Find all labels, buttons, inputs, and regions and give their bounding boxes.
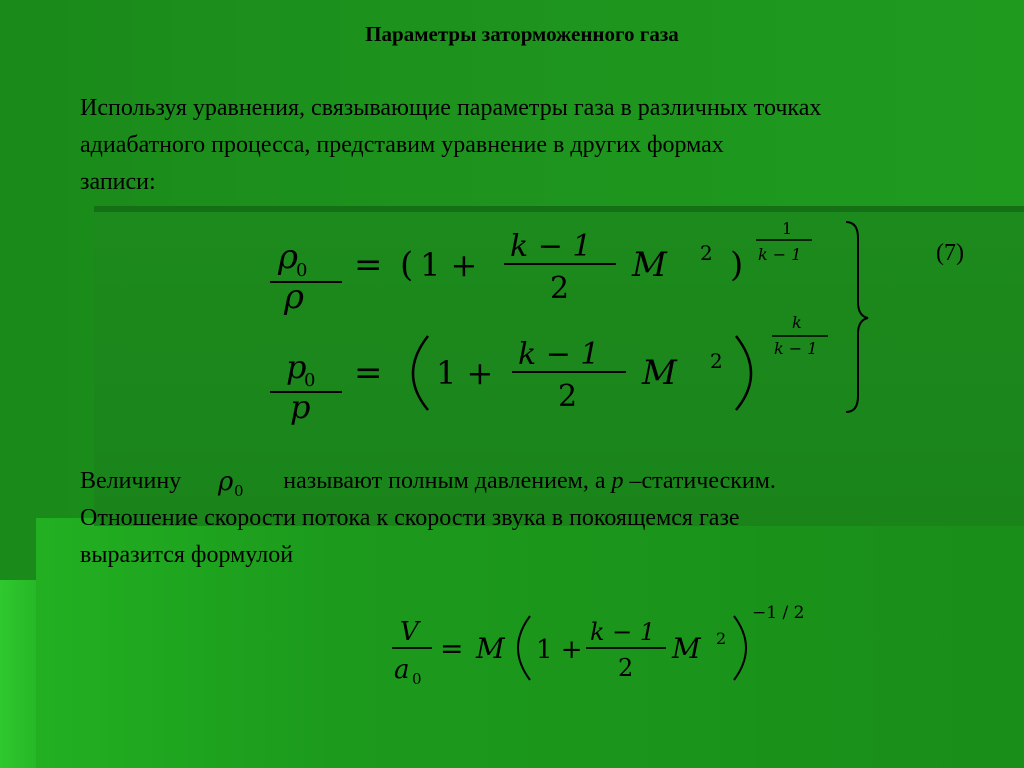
fraction-denominator: 2 bbox=[550, 271, 570, 306]
exponent-denominator: k − 1 bbox=[758, 245, 802, 264]
equation-system-7 bbox=[260, 218, 880, 426]
explanation-paragraph bbox=[80, 463, 980, 574]
open-paren-large bbox=[413, 336, 428, 410]
intro-line-2: адиабатного процесса, представим уравнение в других формах bbox=[80, 132, 724, 158]
fraction-numerator: k − 1 bbox=[510, 229, 592, 264]
right-brace bbox=[846, 222, 868, 412]
one-plus: 1 + bbox=[420, 246, 478, 284]
mach-symbol: M bbox=[642, 353, 677, 393]
close-paren-large bbox=[736, 336, 751, 410]
slide-title: Параметры заторможенного газа bbox=[365, 22, 679, 46]
text-after-p: –статическим. bbox=[623, 468, 776, 494]
mach-symbol: M bbox=[672, 632, 701, 665]
p-inline: p bbox=[611, 468, 624, 494]
squared: 2 bbox=[710, 349, 723, 373]
rho-symbol: ρ bbox=[218, 467, 234, 497]
one-plus: 1 + bbox=[536, 635, 583, 665]
equation-density-ratio bbox=[270, 219, 812, 317]
exponent-denominator: k − 1 bbox=[774, 339, 818, 358]
v-symbol: V bbox=[400, 617, 419, 647]
fraction-denominator: 2 bbox=[618, 654, 634, 682]
explanation-line-1 bbox=[80, 463, 980, 500]
intro-paragraph bbox=[80, 90, 980, 201]
subscript-zero: 0 bbox=[296, 260, 308, 281]
squared: 2 bbox=[716, 629, 727, 648]
subscript-zero: 0 bbox=[304, 370, 316, 391]
text-after-symbol: называют полным давлением, а bbox=[283, 468, 612, 494]
subscript-zero: 0 bbox=[234, 482, 244, 500]
exponent: −1 / 2 bbox=[752, 603, 805, 623]
equals-sign: = bbox=[354, 245, 383, 285]
equation-pressure-ratio bbox=[270, 313, 828, 426]
close-paren-large bbox=[734, 616, 746, 680]
p-symbol: p bbox=[290, 388, 311, 426]
equation-number: (7) bbox=[936, 240, 964, 266]
a-symbol: a bbox=[394, 655, 410, 685]
mach-symbol: M bbox=[476, 632, 505, 665]
intro-line-3: записи: bbox=[80, 169, 156, 195]
open-paren-large bbox=[518, 616, 530, 680]
fraction-denominator: 2 bbox=[558, 379, 578, 414]
mach-symbol: M bbox=[632, 245, 667, 285]
close-paren: ) bbox=[730, 245, 744, 285]
subscript-zero: 0 bbox=[412, 670, 422, 688]
explanation-line-2: Отношение скорости потока к скорости звука в покоящемся газе bbox=[80, 505, 740, 531]
fraction-numerator: k − 1 bbox=[590, 618, 656, 646]
rho-zero-inline bbox=[216, 466, 260, 500]
background-strip bbox=[0, 580, 36, 768]
exponent-numerator: k bbox=[792, 313, 802, 332]
one-plus: 1 + bbox=[436, 354, 494, 392]
text-before-symbol: Величину bbox=[80, 468, 182, 494]
rho-symbol: ρ bbox=[278, 237, 298, 277]
formula-velocity-ratio bbox=[390, 603, 810, 688]
equals-sign: = bbox=[440, 632, 464, 665]
intro-line-1: Используя уравнения, связывающие параметры газа в различных точках bbox=[80, 95, 822, 121]
equals-sign: = bbox=[354, 353, 383, 393]
fraction-numerator: k − 1 bbox=[518, 337, 600, 372]
rho-symbol: ρ bbox=[284, 277, 304, 317]
open-paren: ( bbox=[400, 245, 414, 285]
explanation-line-3: выразится формулой bbox=[80, 542, 294, 568]
squared: 2 bbox=[700, 241, 713, 265]
exponent-numerator: 1 bbox=[782, 219, 793, 238]
p-symbol: p bbox=[286, 348, 307, 386]
